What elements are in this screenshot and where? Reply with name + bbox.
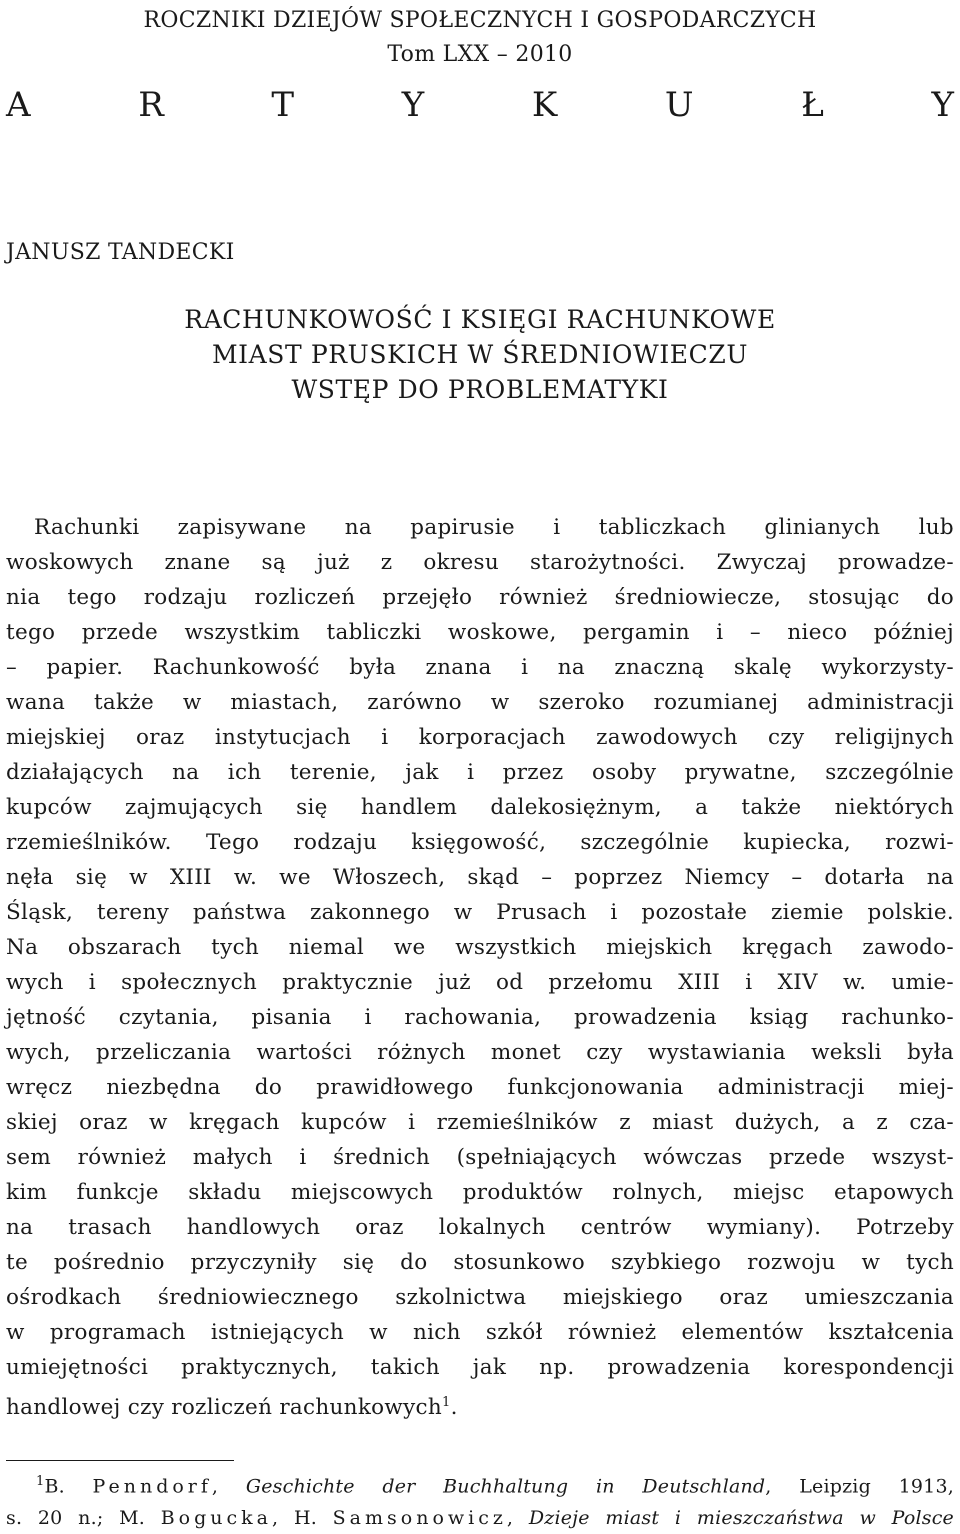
footnote-text: , [506, 1507, 529, 1530]
footnote-text: s. 20 n.; M. [6, 1507, 161, 1530]
journal-header [0, 4, 960, 72]
body-line: handlowej czy rozliczeń rachunkowych [6, 1395, 443, 1421]
body-line: nęła się w XIII w. we Włoszech, skąd – poprzez Niemcy – dotarła na [6, 865, 954, 890]
section-letter: U [664, 85, 694, 125]
section-letter: A [6, 85, 31, 125]
body-line: w programach istniejących w nich szkół również elementów kształcenia [6, 1320, 954, 1345]
body-line: na trasach handlowych oraz lokalnych centrów wymiany). Potrzeby [6, 1215, 954, 1240]
sentence-end: . [450, 1395, 458, 1421]
footnote-author: Penndorf [92, 1475, 212, 1498]
body-paragraph [6, 510, 954, 1425]
footnote [6, 1466, 954, 1534]
footnote-text: , Leipzig 1913, [765, 1475, 954, 1498]
body-line: nia tego rodzaju rozliczeń przejęło również średniowiecze, stosując do [6, 585, 954, 610]
body-line: wręcz niezbędna do prawidłowego funkcjonowania administracji miej- [6, 1075, 954, 1100]
body-line: wych, przeliczania wartości różnych monet czy wystawiania weksli była [6, 1040, 954, 1065]
body-line: wana także w miastach, zarówno w szeroko rozumianej administracji [6, 690, 954, 715]
footnote-text: , [211, 1475, 246, 1498]
body-line: – papier. Rachunkowość była znana i na znaczną skalę wykorzysty- [6, 655, 954, 680]
body-line: woskowych znane są już z okresu starożytności. Zwyczaj prowadze- [6, 550, 954, 575]
body-line: umiejętności praktycznych, takich jak np. prowadzenia korespondencji [6, 1355, 954, 1380]
footnote-text: , H. [272, 1507, 333, 1530]
article-title [0, 302, 960, 407]
body-line: jętność czytania, pisania i rachowania, prowadzenia ksiąg rachunko- [6, 1005, 954, 1030]
body-line: skiej oraz w kręgach kupców i rzemieślników z miast dużych, a z cza- [6, 1110, 954, 1135]
section-letter: T [271, 85, 295, 125]
body-line: te pośrednio przyczyniły się do stosunkowo szybkiego rozwoju w tych [6, 1250, 954, 1275]
body-line: Rachunki zapisywane na papirusie i tabliczkach glinianych lub [34, 515, 954, 540]
footnote-author: Samsonowicz [332, 1507, 507, 1530]
body-line: rzemieślników. Tego rodzaju księgowość, szczególnie kupiecka, rozwi- [6, 830, 954, 855]
body-line: Na obszarach tych niemal we wszystkich miejskich kręgach zawodo- [6, 935, 954, 960]
title-line: WSTĘP DO PROBLEMATYKI [291, 375, 669, 404]
journal-name: ROCZNIKI DZIEJÓW SPOŁECZNYCH I GOSPODARCZYCH [143, 8, 817, 33]
section-heading [6, 84, 954, 126]
body-line-wrap [6, 1385, 954, 1425]
body-line: kupców zajmujących się handlem dalekosiężnym, a także niektórych [6, 795, 954, 820]
footnote-book-title: Dzieje miast i mieszczaństwa w Polsce [528, 1507, 954, 1530]
volume-label: Tom LXX – 2010 [387, 42, 573, 67]
section-letter: K [531, 85, 558, 125]
section-letter: R [138, 85, 164, 125]
footnote-line [6, 1502, 954, 1534]
title-line: RACHUNKOWOŚĆ I KSIĘGI RACHUNKOWE [184, 305, 776, 334]
footnote-divider [6, 1460, 234, 1461]
body-line: kim funkcje składu miejscowych produktów rolnych, miejsc etapowych [6, 1180, 954, 1205]
footnote-author: Bogucka [160, 1507, 273, 1530]
body-line: sem również małych i średnich (spełniających wówczas przede wszyst- [6, 1145, 954, 1170]
section-letter: Y [401, 85, 425, 125]
body-line: tego przede wszystkim tabliczki woskowe, pergamin i – nieco później [6, 620, 954, 645]
footnote-marker: 1 [36, 1474, 45, 1489]
body-line: ośrodkach średniowiecznego szkolnictwa miejskiego oraz umieszczania [6, 1285, 954, 1310]
section-letter: Y [931, 85, 954, 125]
footnote-book-title: Geschichte der Buchhaltung in Deutschland [245, 1475, 766, 1498]
body-line: wych i społecznych praktycznie już od przełomu XIII i XIV w. umie- [6, 970, 954, 995]
footnote-reference[interactable]: 1 [442, 1395, 451, 1410]
section-letter: Ł [801, 85, 824, 125]
body-line: działających na ich terenie, jak i przez osoby prywatne, szczególnie [6, 760, 954, 785]
author-name: JANUSZ TANDECKI [6, 240, 235, 265]
title-line: MIAST PRUSKICH W ŚREDNIOWIECZU [211, 340, 749, 369]
footnote-line [6, 1466, 954, 1502]
body-line: Śląsk, tereny państwa zakonnego w Prusach i pozostałe ziemie polskie. [6, 900, 954, 925]
footnote-text: B. [44, 1475, 93, 1498]
body-line: miejskiej oraz instytucjach i korporacjach zawodowych czy religijnych [6, 725, 954, 750]
